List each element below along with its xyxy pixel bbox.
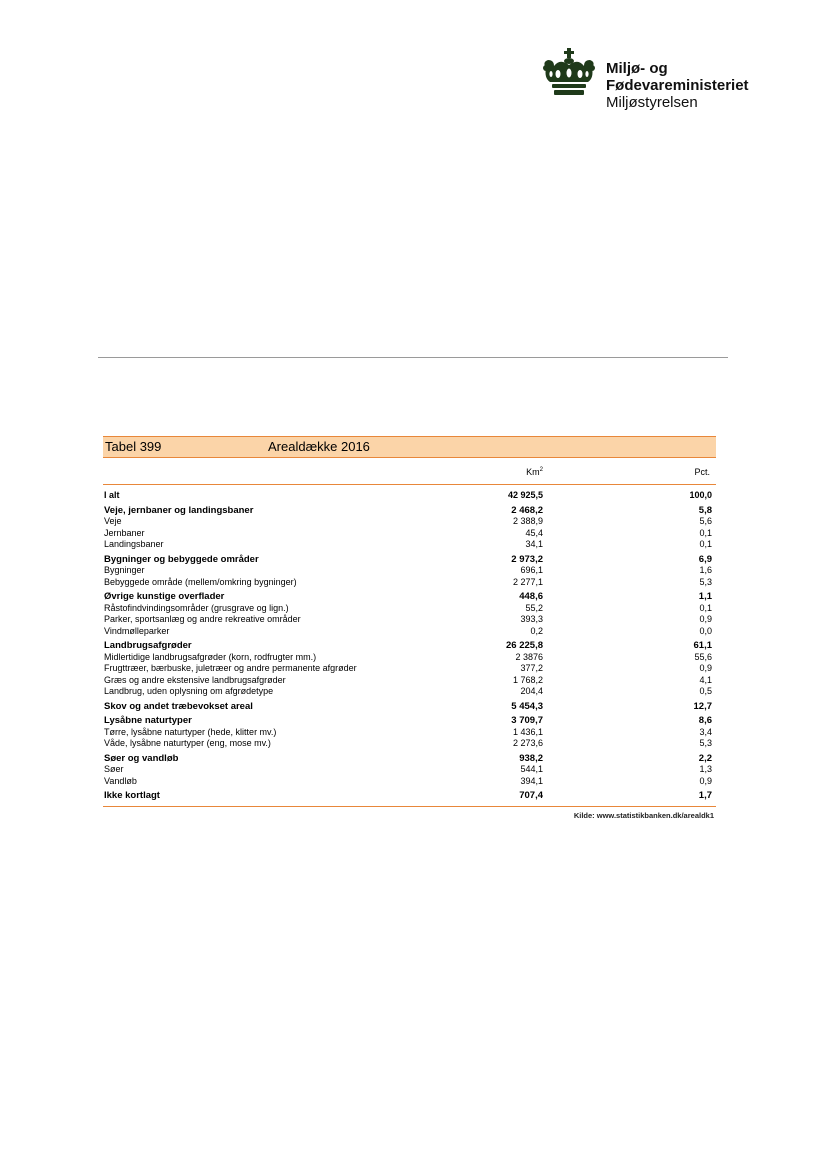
table-bottom-rule [103,806,716,807]
row-pct-value: 0,9 [699,663,712,673]
area-table [103,436,716,820]
row-km-value: 42 925,5 [507,490,543,500]
table-row [103,701,716,713]
row-km-value: 707,4 [519,790,543,801]
row-label: Landbrug, uden oplysning om afgrødetype [104,686,274,696]
row-km-value: 204,4 [520,686,543,696]
table-row [103,539,716,551]
row-km-value: 3 709,7 [511,715,543,726]
table-row [103,626,716,638]
row-pct-value: 61,1 [693,640,712,651]
row-km-value: 448,6 [519,591,543,602]
row-label: Øvrige kunstige overflader [104,591,225,602]
row-label: Veje, jernbaner og landingsbaner [104,504,254,516]
row-label: Vindmølleparker [104,625,170,636]
ministry-logo [540,48,780,118]
column-header-pct: Pct. [694,467,710,477]
column-header-km [526,467,543,477]
row-pct-value: 0,5 [699,686,712,696]
table-row [103,790,716,802]
logo-text [606,60,749,111]
row-pct-value: 3,4 [699,726,712,737]
row-pct-value: 0,9 [699,775,712,786]
table-body [103,490,716,802]
table-number: Tabel 399 [105,439,162,454]
row-pct-value: 5,6 [699,516,712,526]
row-pct-value: 6,9 [698,553,712,565]
row-km-value: 2 388,9 [512,516,543,526]
row-pct-value: 5,3 [699,738,712,748]
row-km-value: 393,3 [520,614,543,624]
horizontal-divider [98,357,728,358]
row-pct-value: 2,2 [698,752,712,764]
row-km-value: 2 273,6 [512,738,543,748]
row-km-value: 0,2 [530,625,543,636]
row-label: Parker, sportsanlæg og andre rekreative områder [104,614,301,624]
row-pct-value: 55,6 [694,651,712,662]
table-row [103,528,716,540]
row-pct-value: 1,1 [698,591,712,602]
row-label: Frugttræer, bærbuske, juletræer og andre permanente afgrøder [104,663,357,673]
row-pct-value: 5,8 [698,504,712,516]
table-row [103,715,716,727]
table-row [103,591,716,603]
logo-line-ministry-2: Fødevareministeriet [606,77,749,94]
row-pct-value: 0,1 [699,602,712,613]
row-km-value: 55,2 [525,602,543,613]
table-row [103,577,716,589]
table-row [103,776,716,788]
row-pct-value: 1,3 [699,764,712,774]
row-km-value: 1 436,1 [512,726,543,737]
table-row [103,652,716,664]
table-row [103,675,716,687]
column-header-km-label: Km [526,467,540,477]
table-row [103,565,716,577]
table-row [103,516,716,528]
row-label: Skov og andet træbevokset areal [104,700,253,712]
column-header-km-superscript: 2 [539,467,543,473]
row-label: Landbrugsafgrøder [104,640,192,651]
row-label: Søer og vandløb [104,752,179,764]
row-label: I alt [104,490,120,500]
table-row [103,640,716,652]
row-km-value: 938,2 [519,752,543,764]
row-km-value: 34,1 [525,539,543,549]
row-pct-value: 12,7 [693,700,712,712]
row-label: Veje [104,516,122,526]
row-km-value: 45,4 [525,527,543,538]
row-label: Søer [104,764,124,774]
row-pct-value: 0,1 [699,527,712,538]
row-pct-value: 1,6 [699,565,712,575]
row-pct-value: 0,0 [699,625,712,636]
row-km-value: 2 3876 [515,651,543,662]
table-row [103,764,716,776]
row-label: Bebyggede område (mellem/omkring bygninger) [104,576,297,587]
row-pct-value: 1,7 [698,790,712,801]
row-pct-value: 8,6 [698,715,712,726]
row-label: Græs og andre ekstensive landbrugsafgrøder [104,674,286,685]
row-label: Lysåbne naturtyper [104,715,192,726]
row-km-value: 2 468,2 [511,504,543,516]
row-km-value: 2 277,1 [512,576,543,587]
table-row [103,505,716,517]
table-row [103,490,716,502]
row-km-value: 544,1 [520,764,543,774]
row-pct-value: 100,0 [689,490,712,500]
row-pct-value: 5,3 [699,576,712,587]
row-pct-value: 0,1 [699,539,712,549]
row-label: Tørre, lysåbne naturtyper (hede, klitter mv.) [104,726,277,737]
row-km-value: 696,1 [520,565,543,575]
row-km-value: 1 768,2 [512,674,543,685]
logo-line-agency: Miljøstyrelsen [606,94,698,111]
row-pct-value: 0,9 [699,614,712,624]
table-row [103,727,716,739]
row-pct-value: 4,1 [699,674,712,685]
table-row [103,614,716,626]
logo-line-ministry-1: Miljø- og [606,60,668,77]
row-label: Bygninger og bebyggede områder [104,553,259,565]
row-label: Våde, lysåbne naturtyper (eng, mose mv.) [104,738,271,748]
table-row [103,554,716,566]
table-row [103,686,716,698]
row-label: Råstofindvindingsområder (grusgrave og lign.) [104,602,289,613]
row-km-value: 5 454,3 [511,700,543,712]
column-headers [103,458,716,485]
table-row [103,663,716,675]
row-km-value: 26 225,8 [506,640,543,651]
row-label: Landingsbaner [104,539,164,549]
source-note: Kilde: www.statistikbanken.dk/arealdk1 [573,810,714,820]
row-label: Jernbaner [104,527,145,538]
crown-icon [540,48,598,96]
row-km-value: 394,1 [520,775,543,786]
row-label: Vandløb [104,775,137,786]
row-label: Ikke kortlagt [104,790,160,801]
table-row [103,603,716,615]
table-header-bar [103,436,716,458]
row-label: Bygninger [104,565,145,575]
table-row [103,753,716,765]
row-km-value: 2 973,2 [511,553,543,565]
table-title: Arealdække 2016 [268,439,370,454]
table-row [103,738,716,750]
row-label: Midlertidige landbrugsafgrøder (korn, rodfrugter mm.) [104,651,317,662]
row-km-value: 377,2 [520,663,543,673]
